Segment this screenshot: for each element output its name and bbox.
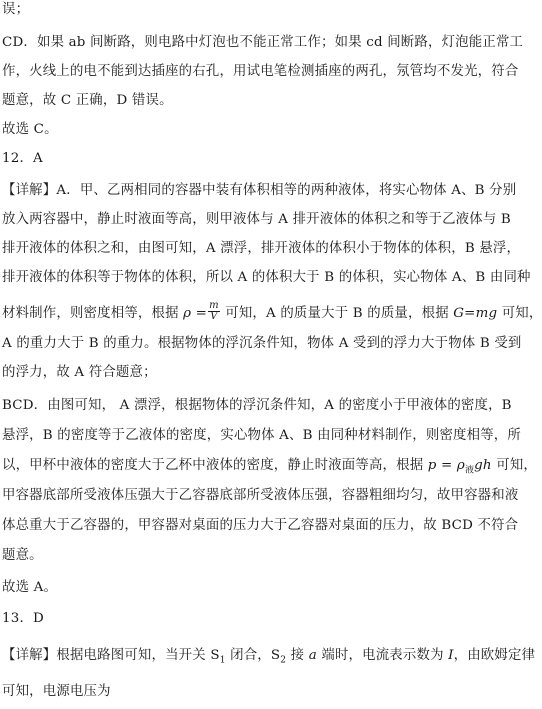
text-line-9: 排开液体的体积之和，由图可知，A 漂浮，排开液体的体积小于物体的体积，B 悬浮， xyxy=(2,241,521,256)
density-fraction xyxy=(208,301,220,322)
line22-mid3: 端时，电流表示数为 xyxy=(316,648,449,663)
liquid-subscript: 液 xyxy=(464,465,475,476)
line11-before: 材料制作，则密度相等，根据 xyxy=(2,306,184,321)
text-line-2: CD．如果 ab 间断路，则电路中灯泡也不能正常工作；如果 cd 间断路，灯泡能正常工 xyxy=(2,35,524,50)
switch2-subscript: 2 xyxy=(280,655,287,666)
terminal-a: a xyxy=(308,648,317,663)
line22-after: ，由欧姆定律 xyxy=(453,648,536,663)
pressure-formula-gh: gh xyxy=(474,458,492,473)
text-line-4: 题意，故 C 正确，D 错误。 xyxy=(2,93,173,108)
text-line-13: 的浮力，故 A 符合题意； xyxy=(2,365,157,380)
line11-after: 可知，A 的质量大于 B 的质量，根据 xyxy=(220,306,454,321)
text-line-8: 放入两容器中，静止时液面等高，则甲液体与 A 排开液体的体积之和等于乙液体与 B xyxy=(2,212,511,227)
fraction-denominator: V xyxy=(210,311,218,322)
density-symbol: ρ = xyxy=(183,306,208,321)
line22-mid1: 闭合，S xyxy=(225,648,281,663)
current-symbol: I xyxy=(448,648,454,663)
gravity-formula: G=mg xyxy=(453,306,498,321)
text-line-1: 误； xyxy=(2,2,30,17)
switch1-subscript: 1 xyxy=(219,655,226,666)
fraction-numerator: m xyxy=(209,300,219,311)
line22-mid2: 接 xyxy=(286,648,309,663)
text-line-5: 故选 C。 xyxy=(2,122,58,137)
line16-after: 可知， xyxy=(491,458,537,473)
text-line-17: 甲容器底部所受液体压强大于乙容器底部所受液体压强，容器粗细均匀，故甲容器和液 xyxy=(2,488,519,503)
question-number-12: 12．A xyxy=(2,151,43,166)
text-line-10: 排开液体的体积等于物体的体积，所以 A 的体积大于 B 的体积，实心物体 A、B 由同种 xyxy=(2,270,531,285)
text-line-11 xyxy=(2,300,542,324)
line11-end: 可知， xyxy=(497,306,542,321)
text-line-18: 体总重大于乙容器的，甲容器对桌面的压力大于乙容器对桌面的压力，故 BCD 不符合 xyxy=(2,518,519,533)
text-line-14: BCD．由图可知， A 漂浮，根据物体的浮沉条件知，A 的密度小于甲液体的密度，B xyxy=(2,398,512,413)
line16-before: 以，甲杯中液体的密度大于乙杯中液体的密度，静止时液面等高，根据 xyxy=(2,458,428,473)
line22-before: 【详解】根据电路图可知，当开关 S xyxy=(2,648,220,663)
text-line-15: 悬浮，B 的密度等于乙液体的密度，实心物体 A、B 由同种材料制作，则密度相等，所 xyxy=(2,428,521,443)
text-line-3: 作，火线上的电不能到达插座的右孔，用试电笔检测插座的两孔，氖管均不发光，符合 xyxy=(2,64,519,79)
text-line-12: A 的重力大于 B 的重力。根据物体的浮沉条件知，物体 A 受到的浮力大于物体 B 受到 xyxy=(2,336,522,351)
text-line-19: 题意。 xyxy=(2,548,43,563)
text-line-16 xyxy=(2,458,537,476)
text-line-7: 【详解】A．甲、乙两相同的容器中装有体积相等的两种液体，将实心物体 A、B 分别 xyxy=(2,183,517,198)
text-line-22 xyxy=(2,648,536,666)
text-line-23: 可知，电源电压为 xyxy=(2,684,111,699)
pressure-formula: p = ρ xyxy=(427,458,465,473)
text-line-20: 故选 A。 xyxy=(2,580,58,595)
question-number-13: 13．D xyxy=(2,611,44,626)
